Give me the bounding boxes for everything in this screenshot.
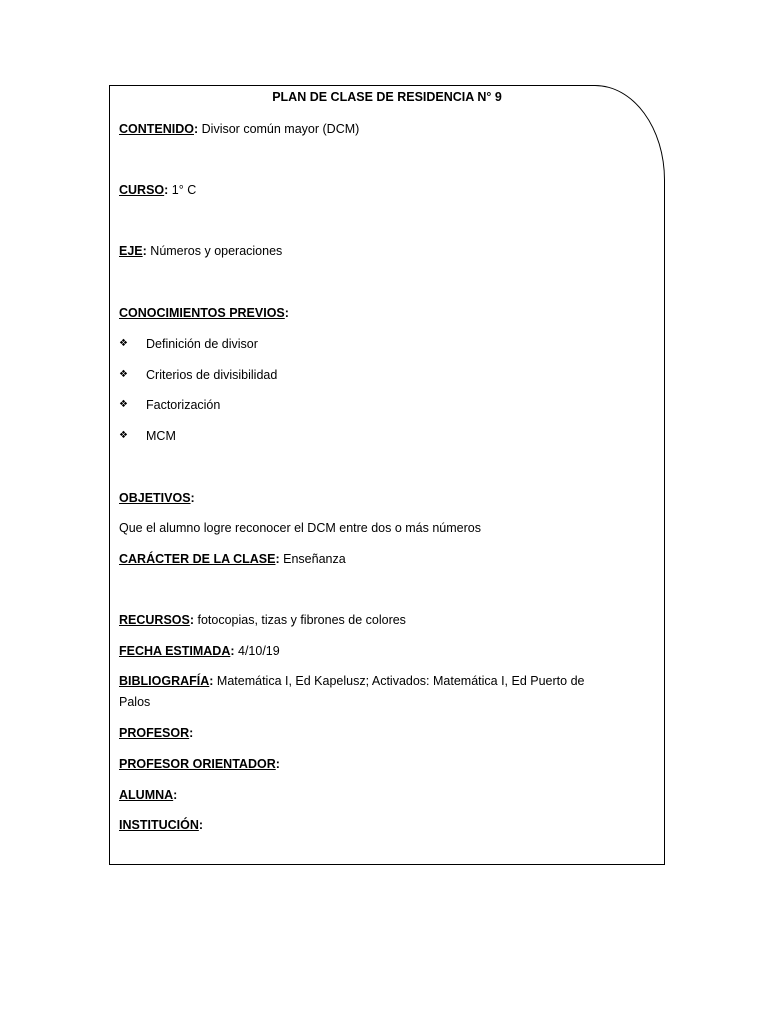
contenido-value: Divisor común mayor (DCM) bbox=[198, 122, 360, 136]
caracter-label: CARÁCTER DE LA CLASE bbox=[119, 552, 276, 566]
conocimientos-label: CONOCIMIENTOS PREVIOS bbox=[119, 306, 285, 320]
diamond-bullet-icon: ❖ bbox=[119, 338, 128, 349]
objetivos-value: Que el alumno logre reconocer el DCM entre dos o más números bbox=[119, 521, 481, 535]
fecha-row bbox=[119, 643, 280, 659]
eje-value: Números y operaciones bbox=[146, 244, 283, 258]
curso-value: 1° C bbox=[168, 183, 197, 197]
conocimientos-row bbox=[119, 305, 289, 321]
list-item-text: Definición de divisor bbox=[146, 337, 258, 351]
institucion-row bbox=[119, 817, 203, 833]
fecha-value: 4/10/19 bbox=[234, 644, 280, 658]
curso-colon: : bbox=[164, 183, 169, 197]
profesor-orientador-label: PROFESOR ORIENTADOR bbox=[119, 757, 276, 771]
profesor-colon: : bbox=[189, 726, 194, 740]
eje-row bbox=[119, 243, 282, 259]
bibliografia-row bbox=[119, 673, 584, 689]
eje-label: EJE bbox=[119, 244, 143, 258]
fecha-label: FECHA ESTIMADA bbox=[119, 644, 231, 658]
document-frame bbox=[109, 85, 665, 865]
profesor-label: PROFESOR bbox=[119, 726, 190, 740]
profesor-orientador-row bbox=[119, 756, 280, 772]
alumna-label: ALUMNA bbox=[119, 788, 174, 802]
profesor-row bbox=[119, 725, 193, 741]
contenido-label: CONTENIDO bbox=[119, 122, 194, 136]
diamond-bullet-icon: ❖ bbox=[119, 430, 128, 441]
bibliografia-value-cont: Palos bbox=[119, 695, 151, 709]
objetivos-colon: : bbox=[190, 491, 195, 505]
bibliografia-label: BIBLIOGRAFÍA bbox=[119, 674, 210, 688]
alumna-colon: : bbox=[173, 788, 178, 802]
objetivos-label: OBJETIVOS bbox=[119, 491, 191, 505]
institucion-label: INSTITUCIÓN bbox=[119, 818, 199, 832]
caracter-colon: : bbox=[275, 552, 280, 566]
recursos-colon: : bbox=[189, 613, 195, 627]
eje-colon: : bbox=[142, 244, 147, 258]
document-title: PLAN DE CLASE DE RESIDENCIA N° 9 bbox=[272, 90, 502, 104]
curso-row bbox=[119, 182, 196, 198]
institucion-colon: : bbox=[198, 818, 204, 832]
contenido-row bbox=[119, 121, 359, 137]
fecha-colon: : bbox=[230, 644, 235, 658]
alumna-row bbox=[119, 787, 177, 803]
diamond-bullet-icon: ❖ bbox=[119, 369, 128, 380]
caracter-row bbox=[119, 551, 346, 567]
recursos-value: fotocopias, tizas y fibrones de colores bbox=[194, 613, 406, 627]
list-item-text: Criterios de divisibilidad bbox=[146, 368, 278, 382]
bibliografia-value: Matemática I, Ed Kapelusz; Activados: Matemática I, Ed Puerto de bbox=[213, 674, 585, 688]
recursos-row bbox=[119, 612, 406, 628]
list-item-text: MCM bbox=[146, 429, 176, 443]
curso-label: CURSO bbox=[119, 183, 165, 197]
diamond-bullet-icon: ❖ bbox=[119, 399, 128, 410]
list-item-text: Factorización bbox=[146, 398, 221, 412]
profesor-orientador-colon: : bbox=[275, 757, 280, 771]
caracter-value: Enseñanza bbox=[279, 552, 346, 566]
contenido-colon: : bbox=[194, 122, 199, 136]
objetivos-row bbox=[119, 490, 195, 506]
conocimientos-colon: : bbox=[284, 306, 289, 320]
bibliografia-colon: : bbox=[209, 674, 214, 688]
recursos-label: RECURSOS bbox=[119, 613, 190, 627]
